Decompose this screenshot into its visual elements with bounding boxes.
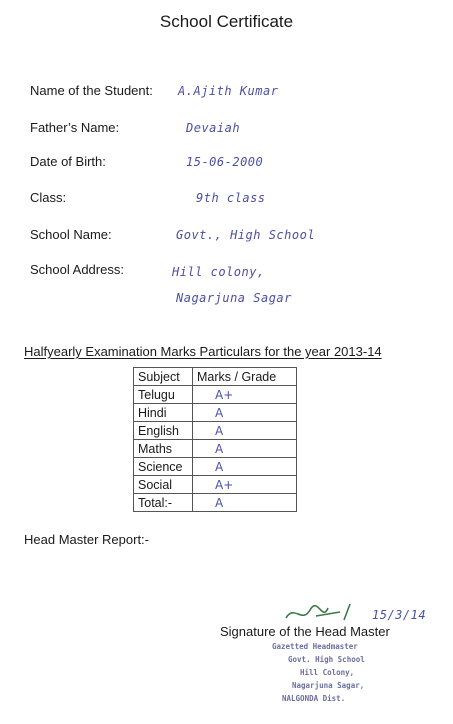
head-master-report-label: Head Master Report:-	[24, 532, 149, 547]
table-row-total	[134, 494, 297, 512]
certificate-title: School Certificate	[159, 12, 294, 31]
exam-heading: Halfyearly Examination Marks Particulars for the year 2013-14	[24, 344, 382, 359]
value-school-name: Govt., High School	[176, 228, 316, 242]
label-date-of-birth: Date of Birth:	[30, 154, 106, 169]
grade-cell: A+	[193, 476, 297, 494]
stamp-line-5: NALGONDA Dist.	[282, 694, 346, 703]
subject-cell: English	[134, 422, 193, 440]
grade-cell: A	[193, 494, 297, 512]
value-date-of-birth: 15-06-2000	[186, 155, 264, 169]
label-student-name: Name of the Student:	[30, 83, 153, 98]
grade-cell: A	[193, 422, 297, 440]
column-header-grade: Marks / Grade	[193, 368, 297, 386]
label-father-name: Father’s Name:	[30, 120, 120, 135]
value-school-address-line1: Hill colony,	[172, 265, 265, 279]
subject-cell: Maths	[134, 440, 193, 458]
grade-cell: A	[193, 440, 297, 458]
value-father-name: Devaiah	[186, 121, 241, 135]
label-class: Class:	[30, 190, 67, 205]
table-row	[134, 422, 297, 440]
marks-table	[133, 367, 297, 512]
label-school-address: School Address:	[30, 262, 124, 277]
value-school-address-line2: Nagarjuna Sagar	[176, 291, 292, 305]
subject-cell: Total:-	[134, 494, 193, 512]
value-class: 9th class	[196, 191, 266, 205]
stamp-line-3: Hill Colony,	[300, 668, 355, 677]
signature-date: 15/3/14	[372, 608, 427, 622]
signature-label: Signature of the Head Master	[220, 624, 390, 639]
table-row	[134, 458, 297, 476]
subject-cell: Telugu	[134, 386, 193, 404]
subject-cell: Science	[134, 458, 193, 476]
table-row	[134, 440, 297, 458]
label-school-name: School Name:	[30, 227, 112, 242]
grade-cell: A	[193, 458, 297, 476]
table-row	[134, 386, 297, 404]
grade-cell: A	[193, 404, 297, 422]
table-row	[134, 476, 297, 494]
subject-cell: Hindi	[134, 404, 193, 422]
value-student-name: A.Ajith Kumar	[178, 84, 279, 98]
stamp-line-1: Gazetted Headmaster	[272, 642, 358, 651]
subject-cell: Social	[134, 476, 193, 494]
grade-cell: A+	[193, 386, 297, 404]
column-header-subject: Subject	[134, 368, 193, 386]
stamp-line-2: Govt. High School	[288, 655, 365, 664]
table-row	[134, 404, 297, 422]
stamp-line-4: Nagarjuna Sagar,	[292, 681, 365, 690]
table-header-row	[134, 368, 297, 386]
